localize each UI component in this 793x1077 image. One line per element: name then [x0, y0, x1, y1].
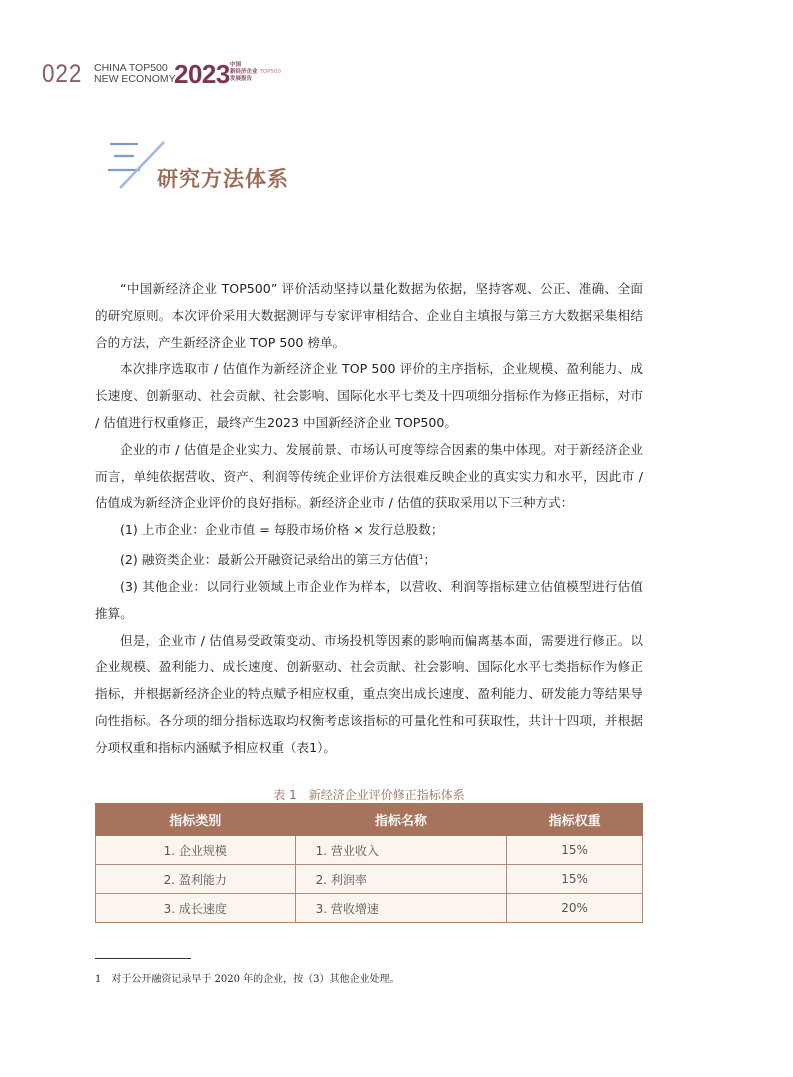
- table-row: [96, 894, 643, 923]
- brand-cn-line2-wrap: [230, 69, 281, 76]
- cell-category: 2. 盈利能力: [96, 865, 296, 894]
- brand-english: [94, 63, 176, 85]
- table-row: [96, 865, 643, 894]
- brand-en-line1: CHINA TOP500: [94, 62, 168, 74]
- brand-en-line2: NEW ECONOMY: [94, 73, 176, 85]
- footnote-text: 对于公开融资记录早于 2020 年的企业，按（3）其他企业处理。: [111, 974, 400, 985]
- cell-weight: 15%: [507, 836, 643, 865]
- list-item-3: (3) 其他企业：以同行业领域上市企业作为样本，以营收、利润等指标建立估值模型进行估值推算。: [95, 578, 643, 621]
- brand-cn-line2: 新经济企业: [230, 69, 258, 75]
- list-item-1: (1) 上市企业：企业市值 = 每股市场价格 × 发行总股数；: [120, 522, 444, 538]
- brand-cn-line1: 中国: [230, 62, 242, 68]
- cell-name: 2. 利润率: [295, 865, 507, 894]
- header-name: 指标名称: [295, 804, 507, 836]
- table-row: [96, 836, 643, 865]
- cell-weight: 15%: [507, 865, 643, 894]
- footnote: [95, 970, 400, 985]
- list-item-2: [95, 544, 643, 574]
- table-caption: 表 1 新经济企业评价修正指标体系: [273, 788, 465, 802]
- cell-category: 3. 成长速度: [96, 894, 296, 923]
- list-item-2-text: (2) 融资类企业：最新公开融资记录给出的第三方估值: [120, 552, 419, 568]
- cell-weight: 20%: [507, 894, 643, 923]
- header-category: 指标类别: [96, 804, 296, 836]
- cell-name: 1. 营业收入: [295, 836, 507, 865]
- brand-chinese: [230, 62, 281, 83]
- brand-cn-top: TOP500: [259, 69, 281, 75]
- paragraph-4: 但是，企业市 / 估值易受政策变动、市场投机等因素的影响而偏离基本面，需要进行修正。以企业规模、盈利能力、成长速度、创新驱动、社会贡献、社会影响、国际化水平七类指标作为修正指标，并根据新经济企业的特点赋予相应权重，重点突出成长速度、盈利能力、研发能力等结果导向性指标。各分项的细分指标选取均权衡考虑该指标的可量化性和可获取性，共计十四项，并根据分项权重和指标内涵赋予相应权重（表1）。: [95, 632, 643, 755]
- cell-name: 3. 营收增速: [295, 894, 507, 923]
- paragraph-1: “中国新经济企业 TOP500” 评价活动坚持以量化数据为依据，坚持客观、公正、准确、全面的研究原则。本次评价采用大数据测评与专家评审相结合、企业自主填报与第三方大数据采集相结合的方法，产生新经济企业 TOP 500 榜单。: [95, 281, 643, 350]
- cell-category: 1. 企业规模: [96, 836, 296, 865]
- paragraph-2: 本次排序选取市 / 估值作为新经济企业 TOP 500 评价的主序指标，企业规模、盈利能力、成长速度、创新驱动、社会贡献、社会影响、国际化水平七类及十四项细分指标作为修正指标，对市 / 估值进行权重修正，最终产生2023 中国新经济企业 TOP500。: [95, 361, 643, 430]
- body-text: [95, 276, 643, 762]
- section-title: 研究方法体系: [157, 167, 289, 191]
- list-item-2-tail: ；: [423, 552, 436, 568]
- page-number: 022: [42, 60, 83, 88]
- brand-year: 2023: [174, 59, 230, 89]
- paragraph-3: 企业的市 / 估值是企业实力、发展前景、市场认可度等综合因素的集中体现。对于新经济企业而言，单纯依据营收、资产、利润等传统企业评价方法很难反映企业的真实实力和水平，因此市 / 估值成为新经济企业评价的良好指标。新经济企业市 / 估值的获取采用以下三种方式：: [95, 441, 643, 511]
- footnote-ref[interactable]: 1: [418, 552, 424, 561]
- header-weight: 指标权重: [507, 804, 643, 836]
- footnote-number: 1: [95, 974, 102, 985]
- indicator-table: [95, 803, 643, 923]
- table-header-row: [96, 804, 643, 836]
- brand-cn-line3: 发展报告: [230, 76, 253, 82]
- section-numeral: 三: [108, 138, 109, 139]
- footnote-divider: [95, 958, 191, 959]
